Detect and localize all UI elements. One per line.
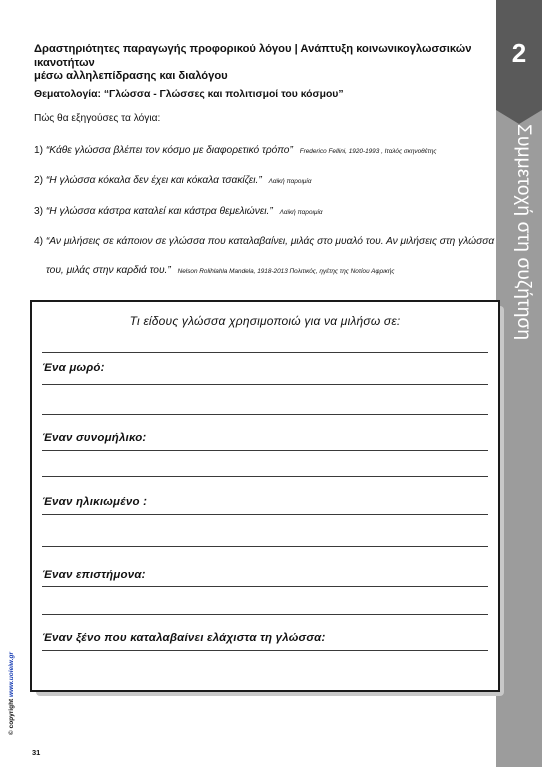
- quote-number: 4): [34, 236, 44, 247]
- quote-4-continued: [46, 265, 394, 276]
- answer-box: [30, 300, 500, 692]
- writing-line[interactable]: [42, 352, 488, 353]
- writing-line[interactable]: [42, 476, 488, 477]
- chapter-number-block: [496, 0, 542, 110]
- writing-line[interactable]: [42, 514, 488, 515]
- quote-1: [34, 145, 437, 156]
- quote-attribution: Nelson Rolihlahla Mandela, 1918-2013 Πολιτικός, ηγέτης της Νοτίου Αφρικής: [177, 268, 395, 275]
- quote-text: “Η γλώσσα κάστρα καταλεί και κάστρα θεμελιώνει.”: [45, 206, 273, 217]
- instruction-text: Πώς θα εξηγούσες τα λόγια:: [34, 113, 161, 124]
- page-title-line-2: μέσω αλληλεπίδρασης και διαλόγου: [34, 70, 228, 82]
- quote-3: [34, 206, 323, 217]
- prompt-foreigner: Έναν ξένο που καταλαβαίνει ελάχιστα τη γλώσσα:: [42, 632, 326, 644]
- writing-line[interactable]: [42, 546, 488, 547]
- writing-line[interactable]: [42, 384, 488, 385]
- quote-number: 3): [34, 206, 44, 217]
- writing-line[interactable]: [42, 450, 488, 451]
- prompt-peer: Έναν συνομήλικο:: [42, 432, 147, 444]
- page-title: [34, 43, 494, 84]
- writing-line[interactable]: [42, 650, 488, 651]
- copyright-notice: [8, 652, 15, 735]
- quote-4: [34, 236, 494, 247]
- prompt-baby: Ένα μωρό:: [42, 362, 105, 374]
- writing-line[interactable]: [42, 414, 488, 415]
- page-number: 31: [32, 748, 41, 757]
- writing-line[interactable]: [42, 586, 488, 587]
- copyright-label: © copyright: [8, 698, 15, 735]
- answer-box-title: Τι είδους γλώσσα χρησιμοποιώ για να μιλήσω σε:: [129, 314, 401, 328]
- quote-text: “Αν μιλήσεις σε κάποιον σε γλώσσα που καταλαβαίνει, μιλάς στο μυαλό του. Αν μιλήσεις στη γλώσσα: [45, 236, 495, 247]
- quote-text: “Η γλώσσα κόκαλα δεν έχει και κόκαλα τσακίζει.”: [45, 175, 262, 186]
- quote-attribution: Λαϊκή παροιμία: [279, 209, 323, 216]
- page-title-line-1: Δραστηριότητες παραγωγής προφορικού λόγου | Ανάπτυξη κοινωνικογλωσσικών ικανοτήτων: [34, 43, 472, 69]
- quote-text: “Κάθε γλώσσα βλέπει τον κόσμο με διαφορετικό τρόπο”: [45, 145, 293, 156]
- copyright-link[interactable]: www.uoieiw.gr: [8, 651, 15, 697]
- chapter-number: 2: [511, 38, 527, 68]
- quote-attribution: Frederico Fellini, 1920-1993 , Ιταλός σκηνοθέτης: [299, 148, 437, 155]
- quote-attribution: Λαϊκή παροιμία: [268, 178, 312, 185]
- prompt-elderly: Έναν ηλικιωμένο :: [42, 496, 148, 508]
- quote-2: [34, 175, 311, 186]
- prompt-scientist: Έναν επιστήμονα:: [42, 569, 146, 581]
- writing-line[interactable]: [42, 614, 488, 615]
- chapter-title: Συμμετοχή στη συζήτηση: [513, 124, 534, 341]
- quote-number: 2): [34, 175, 44, 186]
- quote-text: του, μιλάς στην καρδιά του.”: [46, 265, 171, 276]
- quote-number: 1): [34, 145, 44, 156]
- topic-heading: Θεματολογία: “Γλώσσα - Γλώσσες και πολιτισμοί του κόσμου”: [34, 89, 344, 100]
